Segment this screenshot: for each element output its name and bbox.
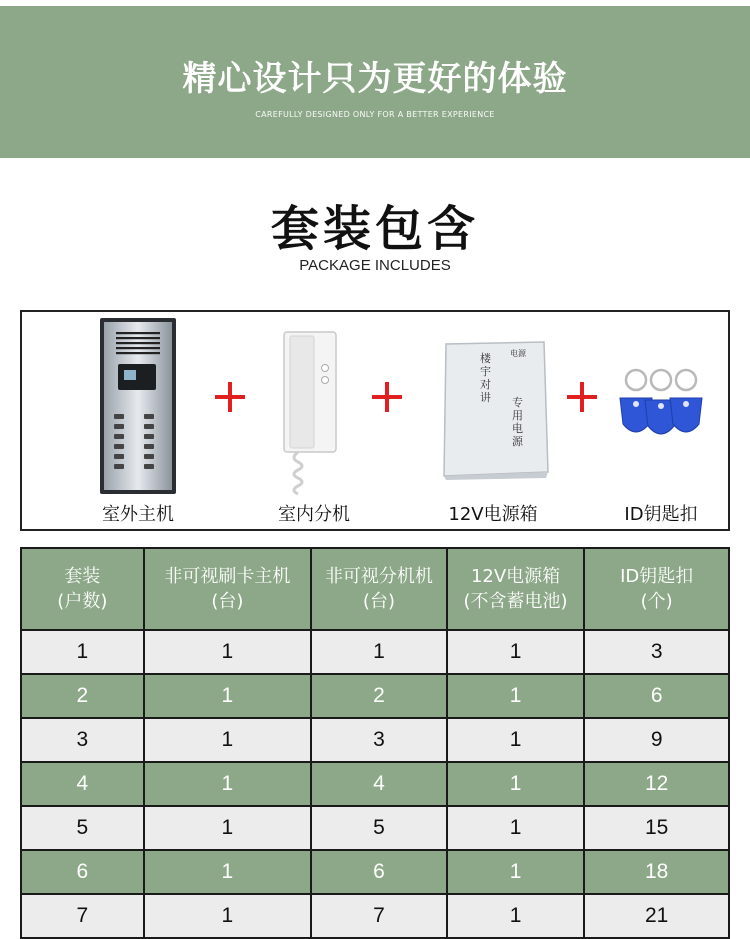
- package-products-box: [20, 310, 730, 531]
- header-key-fob: ID钥匙扣 (个): [584, 548, 729, 630]
- outdoor-panel-icon: [100, 318, 176, 494]
- table-row: 3 1 3 1 9: [21, 718, 729, 762]
- table-row: 7 1 7 1 21: [21, 894, 729, 938]
- product-label-key-fob: ID钥匙扣: [624, 504, 698, 525]
- header-households: 套装 (户数): [21, 548, 144, 630]
- product-label-power-box: 12V电源箱: [448, 504, 538, 525]
- plus-icon: [372, 382, 402, 412]
- header-banner: [0, 6, 750, 158]
- package-table: [20, 547, 730, 939]
- power-box-vertical-text: 楼 宇 对 讲: [480, 352, 491, 404]
- product-label-indoor: 室内分机: [278, 504, 350, 525]
- table-row: 2 1 2 1 6: [21, 674, 729, 718]
- section-subtitle: PACKAGE INCLUDES: [299, 257, 451, 274]
- header-main-unit: 非可视刷卡主机 (台): [144, 548, 312, 630]
- header-extension: 非可视分机机 (台): [311, 548, 447, 630]
- power-box-vertical-text-2: 专 用 电 源: [512, 396, 523, 448]
- table-row: 4 1 4 1 12: [21, 762, 729, 806]
- header-power-box: 12V电源箱 (不含蓄电池): [447, 548, 585, 630]
- indoor-handset-icon: [272, 330, 352, 500]
- section-title: 套装包含: [270, 201, 479, 257]
- product-label-outdoor: 室外主机: [102, 504, 174, 525]
- table-row: 6 1 6 1 18: [21, 850, 729, 894]
- plus-icon: [567, 382, 597, 412]
- key-fob-icon: [614, 366, 712, 446]
- table-row: 1 1 1 1 3: [21, 630, 729, 674]
- power-box-tag: 电源: [510, 349, 526, 358]
- banner-subtitle: CAREFULLY DESIGNED ONLY FOR A BETTER EXPERIENCE: [255, 110, 495, 119]
- plus-icon: [215, 382, 245, 412]
- power-box-icon: [440, 340, 550, 480]
- table-row: 5 1 5 1 15: [21, 806, 729, 850]
- table-header-row: [21, 548, 729, 630]
- banner-title: 精心设计只为更好的体验: [182, 59, 568, 99]
